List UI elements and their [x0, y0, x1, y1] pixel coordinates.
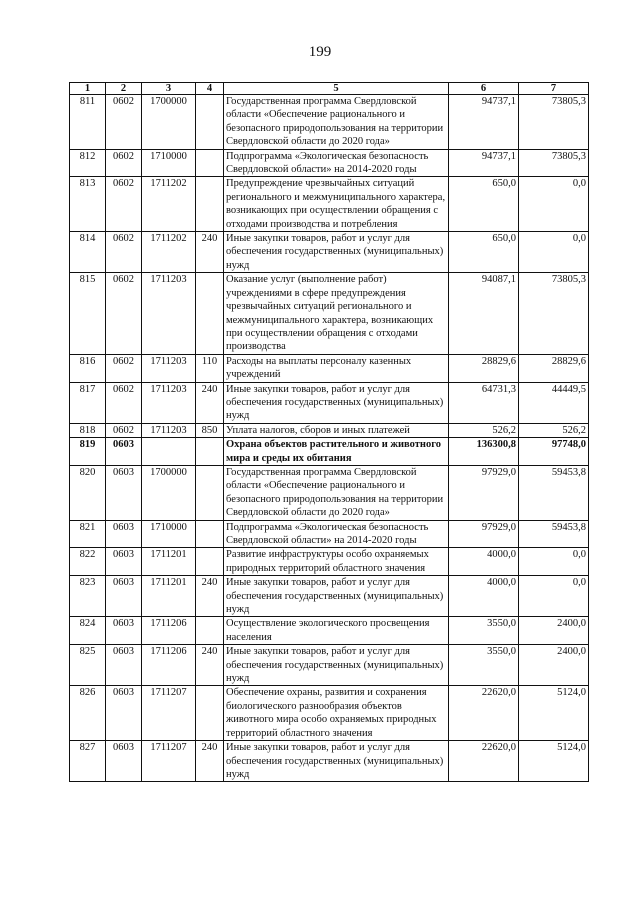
expense-type-cell: [196, 177, 224, 232]
amount-col6-cell: 94737,1: [449, 95, 519, 150]
target-article-cell: 1711203: [142, 423, 196, 437]
table-row: [70, 438, 589, 466]
target-article-cell: 1711203: [142, 382, 196, 423]
section-code-cell: 0603: [106, 645, 142, 686]
section-code-cell: 0602: [106, 382, 142, 423]
expense-type-cell: [196, 520, 224, 548]
target-article-cell: 1711201: [142, 576, 196, 617]
table-row: [70, 645, 589, 686]
amount-col6-cell: 650,0: [449, 232, 519, 273]
table-row: [70, 576, 589, 617]
amount-col6-cell: 4000,0: [449, 576, 519, 617]
budget-table: [69, 82, 589, 782]
target-article-cell: 1711203: [142, 273, 196, 354]
target-article-cell: 1711206: [142, 617, 196, 645]
target-article-cell: 1711202: [142, 177, 196, 232]
amount-col6-cell: 22620,0: [449, 686, 519, 741]
target-article-cell: [142, 438, 196, 466]
section-code-cell: 0603: [106, 520, 142, 548]
table-row: [70, 149, 589, 177]
column-header: 5: [224, 83, 449, 95]
section-code-cell: 0603: [106, 438, 142, 466]
target-article-cell: 1711203: [142, 354, 196, 382]
item-name-cell: Подпрограмма «Экологическая безопасность Свердловской области» на 2014-2020 годы: [224, 149, 449, 177]
amount-col7-cell: 0,0: [519, 232, 589, 273]
section-code-cell: 0603: [106, 741, 142, 782]
amount-col7-cell: 28829,6: [519, 354, 589, 382]
amount-col7-cell: 0,0: [519, 177, 589, 232]
expense-type-cell: [196, 617, 224, 645]
section-code-cell: 0602: [106, 95, 142, 150]
item-name-cell: Охрана объектов растительного и животного мира и среды их обитания: [224, 438, 449, 466]
item-name-cell: Осуществление экологического просвещения населения: [224, 617, 449, 645]
item-name-cell: Обеспечение охраны, развития и сохранения биологического разнообразия объектов животного мира особо охраняемых природных территорий областного значения: [224, 686, 449, 741]
target-article-cell: 1711207: [142, 741, 196, 782]
row-number-cell: 811: [70, 95, 106, 150]
table-row: [70, 423, 589, 437]
row-number-cell: 814: [70, 232, 106, 273]
item-name-cell: Иные закупки товаров, работ и услуг для обеспечения государственных (муниципальных) нужд: [224, 576, 449, 617]
row-number-cell: 817: [70, 382, 106, 423]
expense-type-cell: 240: [196, 576, 224, 617]
amount-col7-cell: 59453,8: [519, 520, 589, 548]
target-article-cell: 1711202: [142, 232, 196, 273]
expense-type-cell: 850: [196, 423, 224, 437]
expense-type-cell: [196, 548, 224, 576]
section-code-cell: 0603: [106, 617, 142, 645]
target-article-cell: 1700000: [142, 95, 196, 150]
item-name-cell: Государственная программа Свердловской области «Обеспечение рационального и безопасного природопользования на территории Свердловской области до 2020 года»: [224, 465, 449, 520]
table-row: [70, 686, 589, 741]
section-code-cell: 0603: [106, 548, 142, 576]
target-article-cell: 1711206: [142, 645, 196, 686]
amount-col6-cell: 64731,3: [449, 382, 519, 423]
table-row: [70, 548, 589, 576]
expense-type-cell: 240: [196, 382, 224, 423]
item-name-cell: Иные закупки товаров, работ и услуг для обеспечения государственных (муниципальных) нужд: [224, 232, 449, 273]
item-name-cell: Уплата налогов, сборов и иных платежей: [224, 423, 449, 437]
row-number-cell: 820: [70, 465, 106, 520]
amount-col6-cell: 22620,0: [449, 741, 519, 782]
expense-type-cell: [196, 149, 224, 177]
item-name-cell: Иные закупки товаров, работ и услуг для обеспечения государственных (муниципальных) нужд: [224, 645, 449, 686]
target-article-cell: 1700000: [142, 465, 196, 520]
row-number-cell: 819: [70, 438, 106, 466]
amount-col7-cell: 73805,3: [519, 95, 589, 150]
amount-col6-cell: 3550,0: [449, 617, 519, 645]
amount-col6-cell: 3550,0: [449, 645, 519, 686]
amount-col7-cell: 2400,0: [519, 617, 589, 645]
amount-col7-cell: 0,0: [519, 548, 589, 576]
expense-type-cell: 240: [196, 645, 224, 686]
item-name-cell: Предупреждение чрезвычайных ситуаций регионального и межмуниципального характера, возникающих при осуществлении обращения с отходами производства и потребления: [224, 177, 449, 232]
row-number-cell: 813: [70, 177, 106, 232]
section-code-cell: 0602: [106, 273, 142, 354]
section-code-cell: 0602: [106, 149, 142, 177]
item-name-cell: Подпрограмма «Экологическая безопасность Свердловской области» на 2014-2020 годы: [224, 520, 449, 548]
expense-type-cell: 240: [196, 232, 224, 273]
section-code-cell: 0602: [106, 232, 142, 273]
item-name-cell: Развитие инфраструктуры особо охраняемых природных территорий областного значения: [224, 548, 449, 576]
row-number-cell: 824: [70, 617, 106, 645]
table-row: [70, 95, 589, 150]
expense-type-cell: [196, 438, 224, 466]
amount-col7-cell: 0,0: [519, 576, 589, 617]
target-article-cell: 1711207: [142, 686, 196, 741]
column-header: 4: [196, 83, 224, 95]
row-number-cell: 827: [70, 741, 106, 782]
expense-type-cell: 240: [196, 741, 224, 782]
section-code-cell: 0603: [106, 576, 142, 617]
column-header: 2: [106, 83, 142, 95]
row-number-cell: 815: [70, 273, 106, 354]
target-article-cell: 1710000: [142, 520, 196, 548]
row-number-cell: 818: [70, 423, 106, 437]
expense-type-cell: [196, 273, 224, 354]
table-body: [70, 95, 589, 782]
amount-col7-cell: 97748,0: [519, 438, 589, 466]
page-number: 199: [308, 44, 332, 60]
amount-col6-cell: 4000,0: [449, 548, 519, 576]
table-header-row: [70, 83, 589, 95]
table-row: [70, 177, 589, 232]
section-code-cell: 0603: [106, 465, 142, 520]
row-number-cell: 825: [70, 645, 106, 686]
column-header: 7: [519, 83, 589, 95]
item-name-cell: Расходы на выплаты персоналу казенных учреждений: [224, 354, 449, 382]
table-row: [70, 741, 589, 782]
row-number-cell: 812: [70, 149, 106, 177]
section-code-cell: 0602: [106, 177, 142, 232]
target-article-cell: 1710000: [142, 149, 196, 177]
table-row: [70, 232, 589, 273]
row-number-cell: 821: [70, 520, 106, 548]
column-header: 1: [70, 83, 106, 95]
amount-col6-cell: 28829,6: [449, 354, 519, 382]
amount-col7-cell: 59453,8: [519, 465, 589, 520]
expense-type-cell: [196, 686, 224, 741]
row-number-cell: 816: [70, 354, 106, 382]
amount-col7-cell: 73805,3: [519, 273, 589, 354]
column-header: 6: [449, 83, 519, 95]
table-row: [70, 382, 589, 423]
target-article-cell: 1711201: [142, 548, 196, 576]
amount-col7-cell: 2400,0: [519, 645, 589, 686]
item-name-cell: Оказание услуг (выполнение работ) учреждениями в сфере предупреждения чрезвычайных ситуаций регионального и межмуниципального характера, возникающих при осуществлении обращения с отходами производства: [224, 273, 449, 354]
expense-type-cell: [196, 465, 224, 520]
row-number-cell: 823: [70, 576, 106, 617]
amount-col6-cell: 94087,1: [449, 273, 519, 354]
table-row: [70, 354, 589, 382]
item-name-cell: Иные закупки товаров, работ и услуг для обеспечения государственных (муниципальных) нужд: [224, 382, 449, 423]
amount-col7-cell: 44449,5: [519, 382, 589, 423]
row-number-cell: 822: [70, 548, 106, 576]
amount-col7-cell: 5124,0: [519, 686, 589, 741]
section-code-cell: 0602: [106, 354, 142, 382]
amount-col6-cell: 526,2: [449, 423, 519, 437]
amount-col6-cell: 136300,8: [449, 438, 519, 466]
amount-col6-cell: 97929,0: [449, 520, 519, 548]
amount-col7-cell: 526,2: [519, 423, 589, 437]
table-row: [70, 465, 589, 520]
amount-col7-cell: 5124,0: [519, 741, 589, 782]
column-header: 3: [142, 83, 196, 95]
row-number-cell: 826: [70, 686, 106, 741]
amount-col6-cell: 650,0: [449, 177, 519, 232]
amount-col7-cell: 73805,3: [519, 149, 589, 177]
item-name-cell: Государственная программа Свердловской области «Обеспечение рационального и безопасного природопользования на территории Свердловской области до 2020 года»: [224, 95, 449, 150]
section-code-cell: 0602: [106, 423, 142, 437]
table-row: [70, 273, 589, 354]
amount-col6-cell: 94737,1: [449, 149, 519, 177]
item-name-cell: Иные закупки товаров, работ и услуг для обеспечения государственных (муниципальных) нужд: [224, 741, 449, 782]
section-code-cell: 0603: [106, 686, 142, 741]
amount-col6-cell: 97929,0: [449, 465, 519, 520]
expense-type-cell: [196, 95, 224, 150]
expense-type-cell: 110: [196, 354, 224, 382]
table-row: [70, 617, 589, 645]
table-row: [70, 520, 589, 548]
